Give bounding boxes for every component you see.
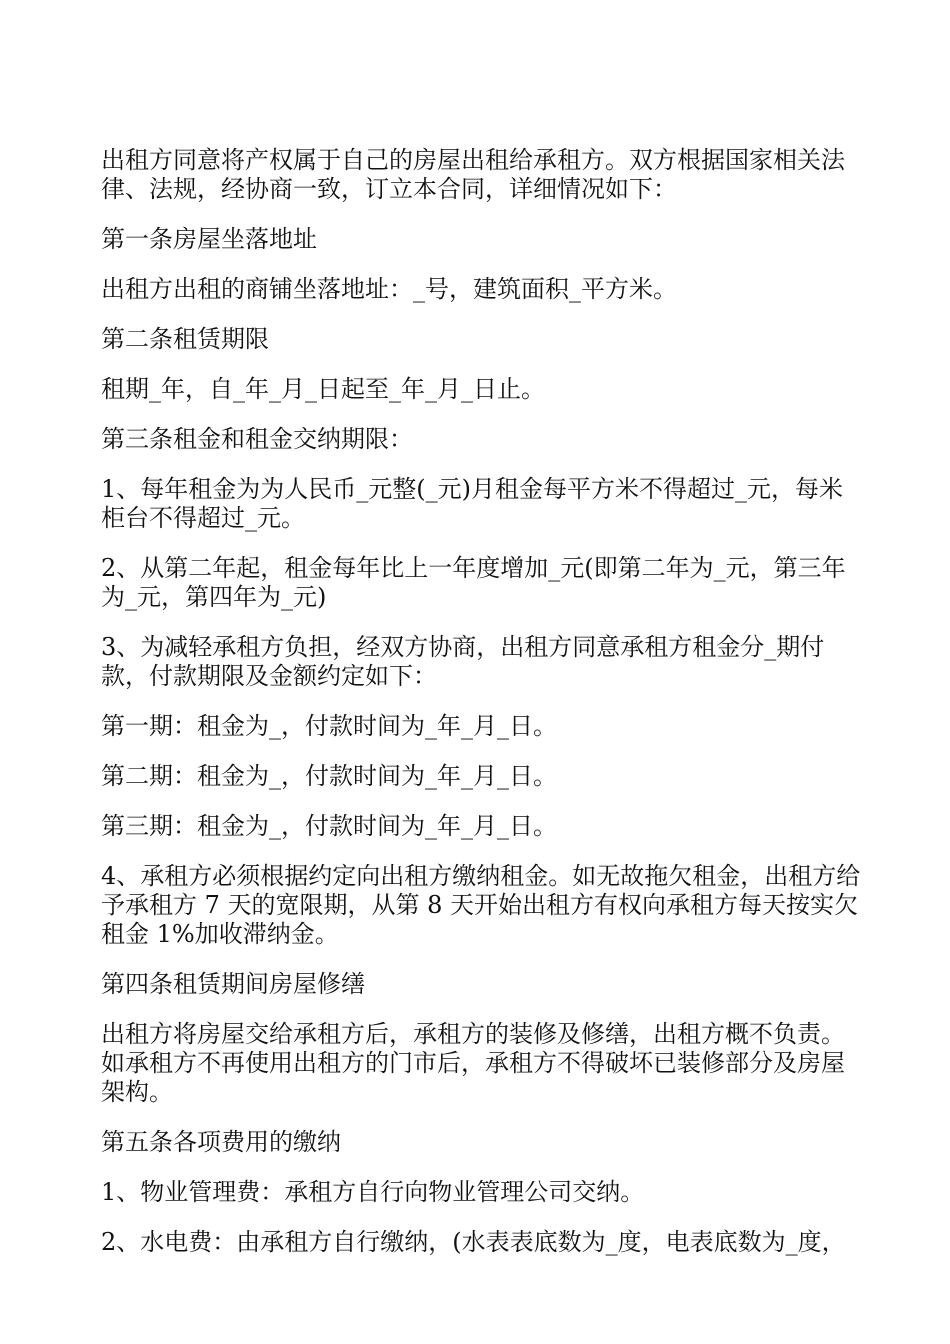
rent-clause-4: 4、承租方必须根据约定向出租方缴纳租金。如无故拖欠租金，出租方给予承租方 7 天的宽限期，从第 8 天开始出租方有权向承租方每天按实欠租金 1%加收滞纳金。 — [101, 862, 861, 948]
article-3-heading: 第三条租金和租金交纳期限： — [101, 425, 413, 453]
contract-body — [101, 146, 861, 1278]
article-4-heading: 第四条租赁期间房屋修缮 — [101, 970, 365, 998]
rent-clause-1: 1、每年租金为为人民币_元整(_元)月租金每平方米不得超过_元，每米柜台不得超过_元。 — [101, 475, 843, 532]
article-5-heading: 第五条各项费用的缴纳 — [101, 1128, 341, 1156]
installment-3: 第三期：租金为_，付款时间为_年_月_日。 — [101, 812, 557, 840]
rent-clause-3: 3、为减轻承租方负担，经双方协商，出租方同意承租方租金分_期付款，付款期限及金额约定如下： — [101, 633, 825, 690]
repair-paragraph: 出租方将房屋交给承租方后，承租方的装修及修缮，出租方概不负责。如承租方不再使用出租方的门市后，承租方不得破坏已装修部分及房屋架构。 — [101, 1020, 845, 1106]
installment-1: 第一期：租金为_，付款时间为_年_月_日。 — [101, 712, 557, 740]
rent-clause-2: 2、从第二年起，租金每年比上一年度增加_元(即第二年为_元，第三年为_元，第四年为_元) — [101, 554, 846, 611]
term-paragraph: 租期_年，自_年_月_日起至_年_月_日止。 — [101, 375, 545, 403]
intro-paragraph: 出租方同意将产权属于自己的房屋出租给承租方。双方根据国家相关法律、法规，经协商一致，订立本合同，详细情况如下： — [101, 146, 845, 203]
installment-2: 第二期：租金为_，付款时间为_年_月_日。 — [101, 762, 557, 790]
fee-clause-2: 2、水电费：由承租方自行缴纳，(水表表底数为_度，电表底数为_度， — [101, 1228, 846, 1256]
article-1-heading: 第一条房屋坐落地址 — [101, 225, 317, 253]
fee-clause-1: 1、物业管理费：承租方自行向物业管理公司交纳。 — [101, 1178, 645, 1206]
article-2-heading: 第二条租赁期限 — [101, 325, 269, 353]
address-paragraph: 出租方出租的商铺坐落地址：_号，建筑面积_平方米。 — [101, 275, 677, 303]
